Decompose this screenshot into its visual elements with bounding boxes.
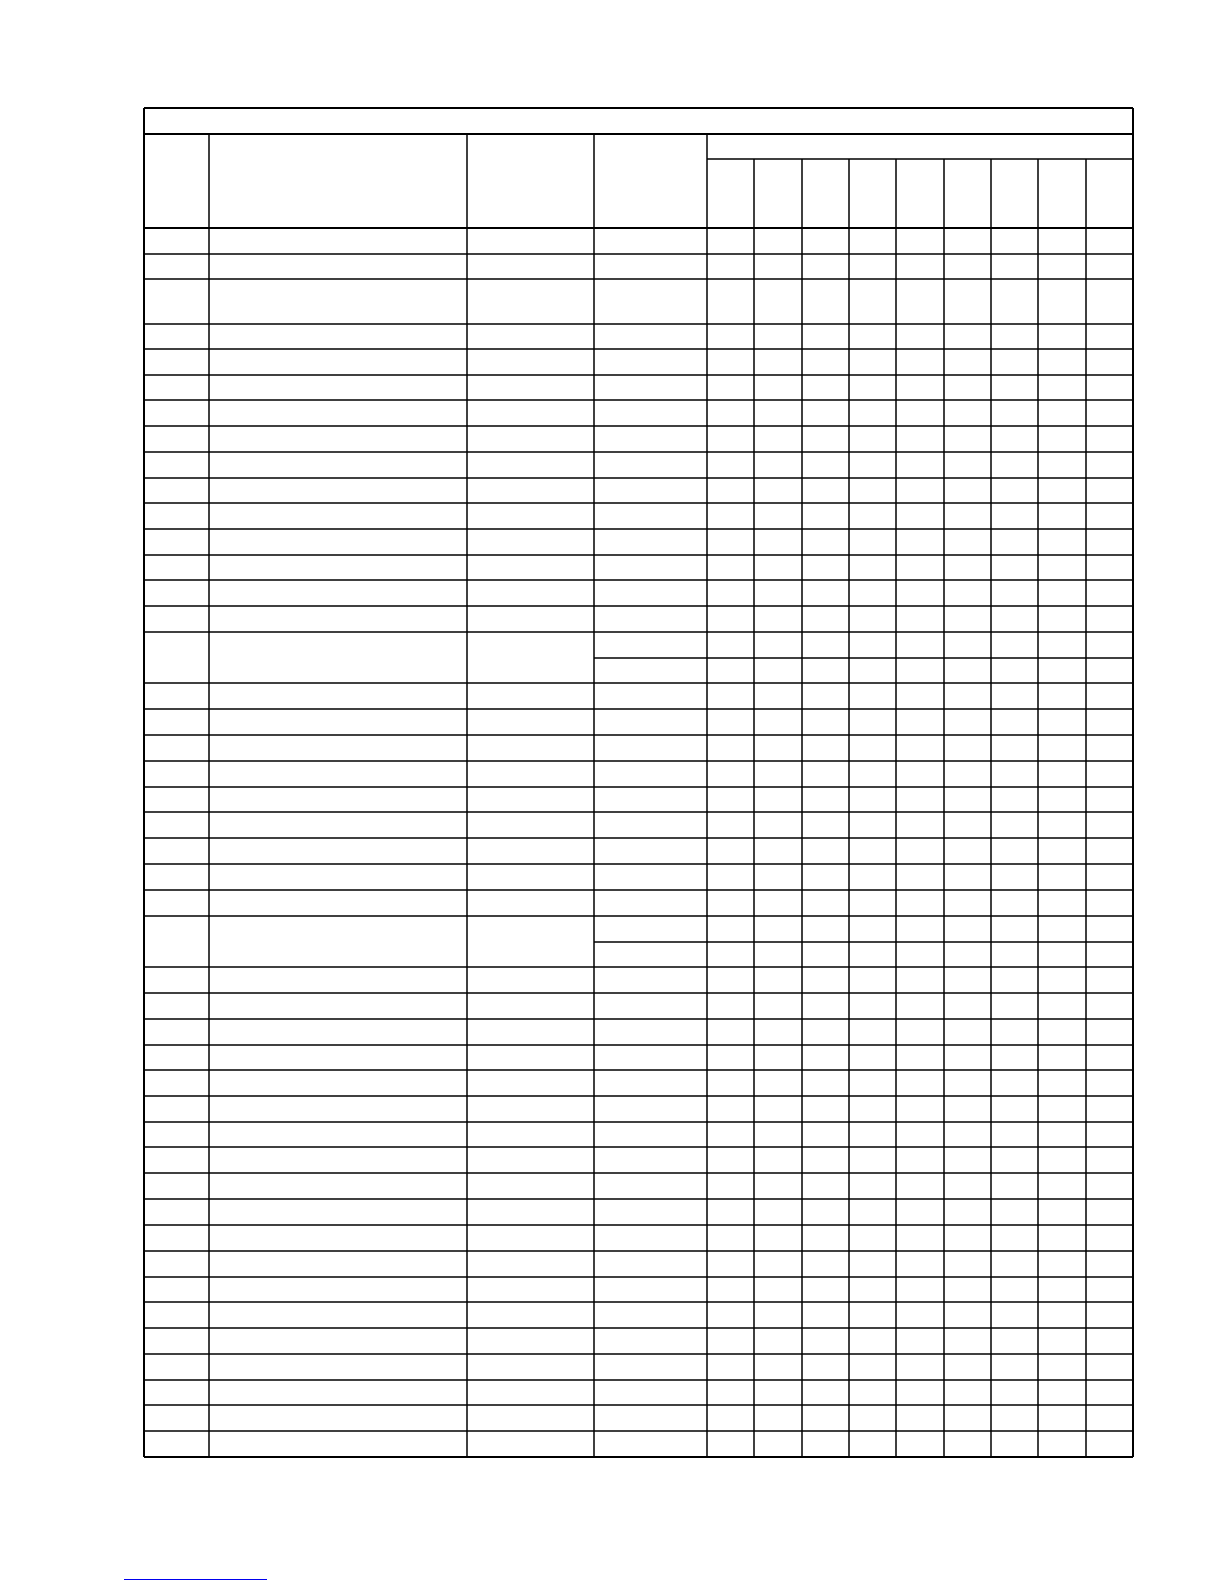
footer-link[interactable] <box>124 1579 267 1580</box>
